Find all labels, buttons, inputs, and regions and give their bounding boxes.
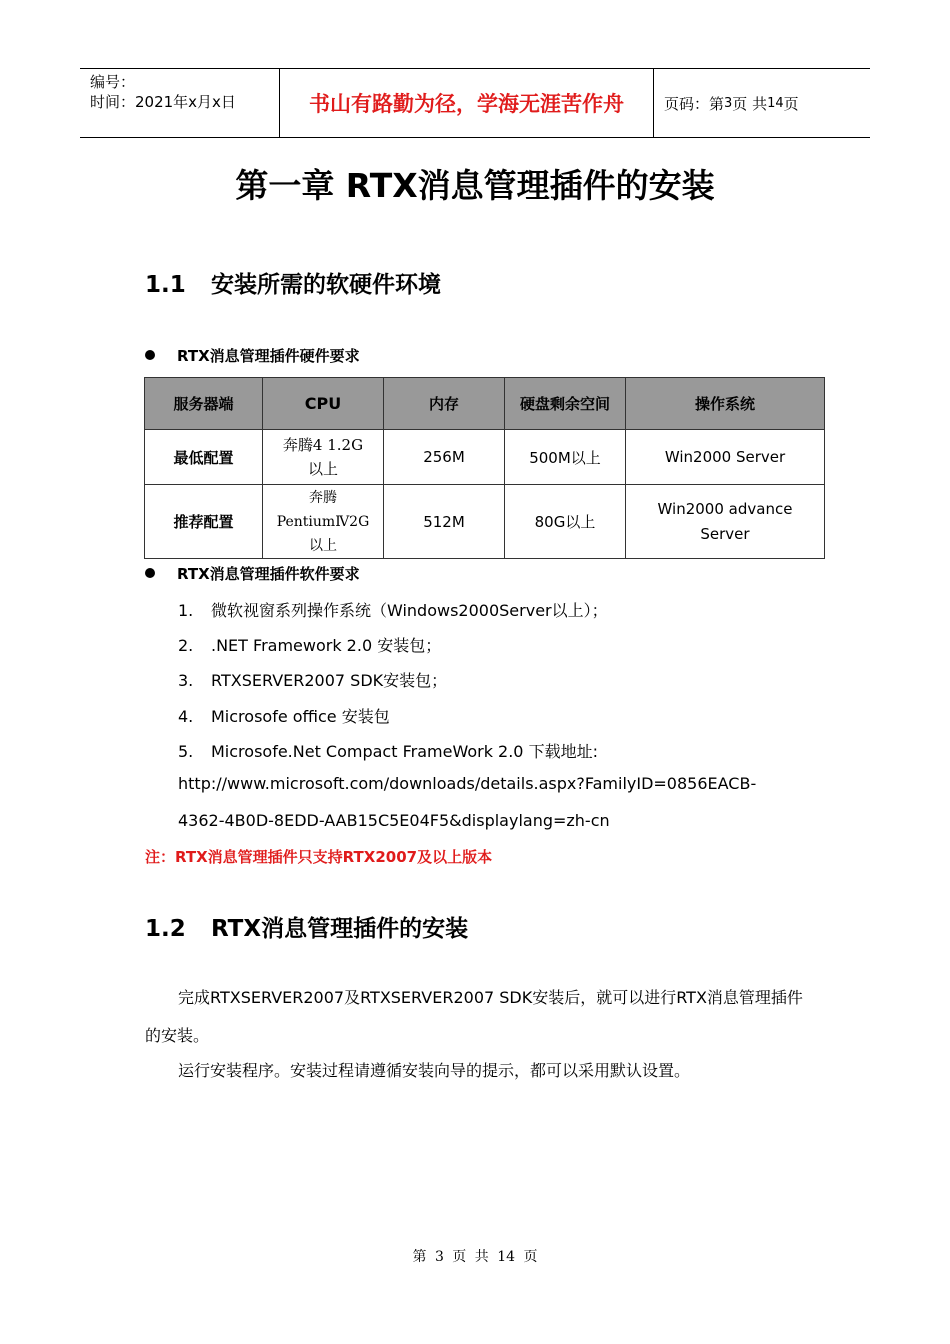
- section-heading-1-1: [145, 266, 441, 299]
- list-text: 微软视窗系列操作系统（Windows2000Server以上）；: [211, 601, 608, 620]
- table-row: [145, 430, 825, 485]
- software-heading: RTX消息管理插件软件要求: [177, 565, 360, 583]
- bullet-icon: [145, 568, 155, 578]
- column-header: 硬盘剩余空间: [505, 378, 626, 430]
- hardware-heading: RTX消息管理插件硬件要求: [177, 347, 360, 365]
- os-cell: [626, 485, 825, 559]
- list-item: [178, 633, 441, 656]
- section-number: 1.1: [145, 272, 186, 298]
- cpu-line: 以上: [307, 460, 338, 478]
- hardware-bullet: [145, 345, 360, 366]
- cpu-cell: [263, 430, 384, 485]
- cpu-line: 奔腾4 1.2G: [282, 436, 364, 454]
- section-title: 安装所需的软硬件环境: [211, 272, 441, 298]
- column-header: 操作系统: [626, 378, 825, 430]
- header-left-cell: [80, 69, 280, 137]
- cpu-line: 以上: [309, 537, 337, 554]
- hardware-table: [144, 377, 825, 559]
- column-header: 内存: [384, 378, 505, 430]
- page-prefix: 页码：第: [664, 94, 725, 113]
- table-row: [145, 485, 825, 559]
- memory-cell: 512M: [384, 485, 505, 559]
- list-number: 4.: [178, 707, 194, 726]
- header-time-label: 时间：2021年x月x日: [90, 93, 236, 111]
- list-number: 2.: [178, 636, 194, 655]
- os-line: Win2000 Server: [664, 448, 786, 466]
- column-header: 服务器端: [145, 378, 263, 430]
- list-item: [178, 598, 608, 621]
- section-number: 1.2: [145, 916, 186, 942]
- list-number: 5.: [178, 742, 194, 761]
- version-note: 注：RTX消息管理插件只支持RTX2007及以上版本: [145, 848, 493, 866]
- cpu-line: PentiumⅣ2G: [276, 513, 370, 530]
- list-text: RTXSERVER2007 SDK安装包；: [211, 671, 448, 690]
- list-number: 1.: [178, 601, 194, 620]
- header-page-info: [654, 69, 870, 137]
- cpu-line: 奔腾: [309, 489, 337, 506]
- header-motto: 书山有路勤为径，学海无涯苦作舟: [280, 69, 654, 137]
- page-header: [80, 68, 870, 138]
- chapter-title: 第一章 RTX消息管理插件的安装: [235, 166, 715, 205]
- body-paragraph: 运行安装程序。安装过程请遵循安装向导的提示，都可以采用默认设置。: [178, 1061, 691, 1080]
- list-text: .NET Framework 2.0 安装包；: [211, 636, 442, 655]
- download-url-line[interactable]: http://www.microsoft.com/downloads/details.aspx?FamilyID=0856EACB-: [178, 774, 757, 793]
- section-heading-1-2: [145, 910, 468, 943]
- list-item: [178, 704, 390, 727]
- header-number-label: 编号：: [90, 73, 136, 91]
- page-number: 3: [724, 95, 733, 111]
- page-mid: 页 共: [732, 94, 768, 113]
- os-line: Server: [700, 524, 750, 543]
- page-total: 14: [767, 95, 784, 111]
- column-header: CPU: [263, 378, 384, 430]
- list-text: Microsofe.Net Compact FrameWork 2.0 下载地址:: [211, 742, 598, 761]
- disk-cell: 500M以上: [505, 430, 626, 485]
- os-line: Win2000 advance: [657, 499, 793, 518]
- os-cell: [626, 430, 825, 485]
- disk-cell: 80G以上: [505, 485, 626, 559]
- software-bullet: [145, 563, 360, 584]
- memory-cell: 256M: [384, 430, 505, 485]
- list-text: Microsofe office 安装包: [211, 707, 390, 726]
- section-title: RTX消息管理插件的安装: [211, 916, 469, 942]
- row-label: 推荐配置: [145, 485, 263, 559]
- list-number: 3.: [178, 671, 194, 690]
- download-url-line[interactable]: 4362-4B0D-8EDD-AAB15C5E04F5&displaylang=zh-cn: [178, 811, 610, 830]
- row-label: 最低配置: [145, 430, 263, 485]
- cpu-cell: [263, 485, 384, 559]
- page-footer: 第 3 页 共 14 页: [412, 1249, 538, 1265]
- list-item: [178, 739, 598, 762]
- table-header-row: [145, 378, 825, 430]
- list-item: [178, 668, 447, 691]
- bullet-icon: [145, 350, 155, 360]
- body-paragraph: 完成RTXSERVER2007及RTXSERVER2007 SDK安装后，就可以进行RTX消息管理插件的安装。: [145, 988, 803, 1045]
- page-suffix: 页: [783, 94, 799, 113]
